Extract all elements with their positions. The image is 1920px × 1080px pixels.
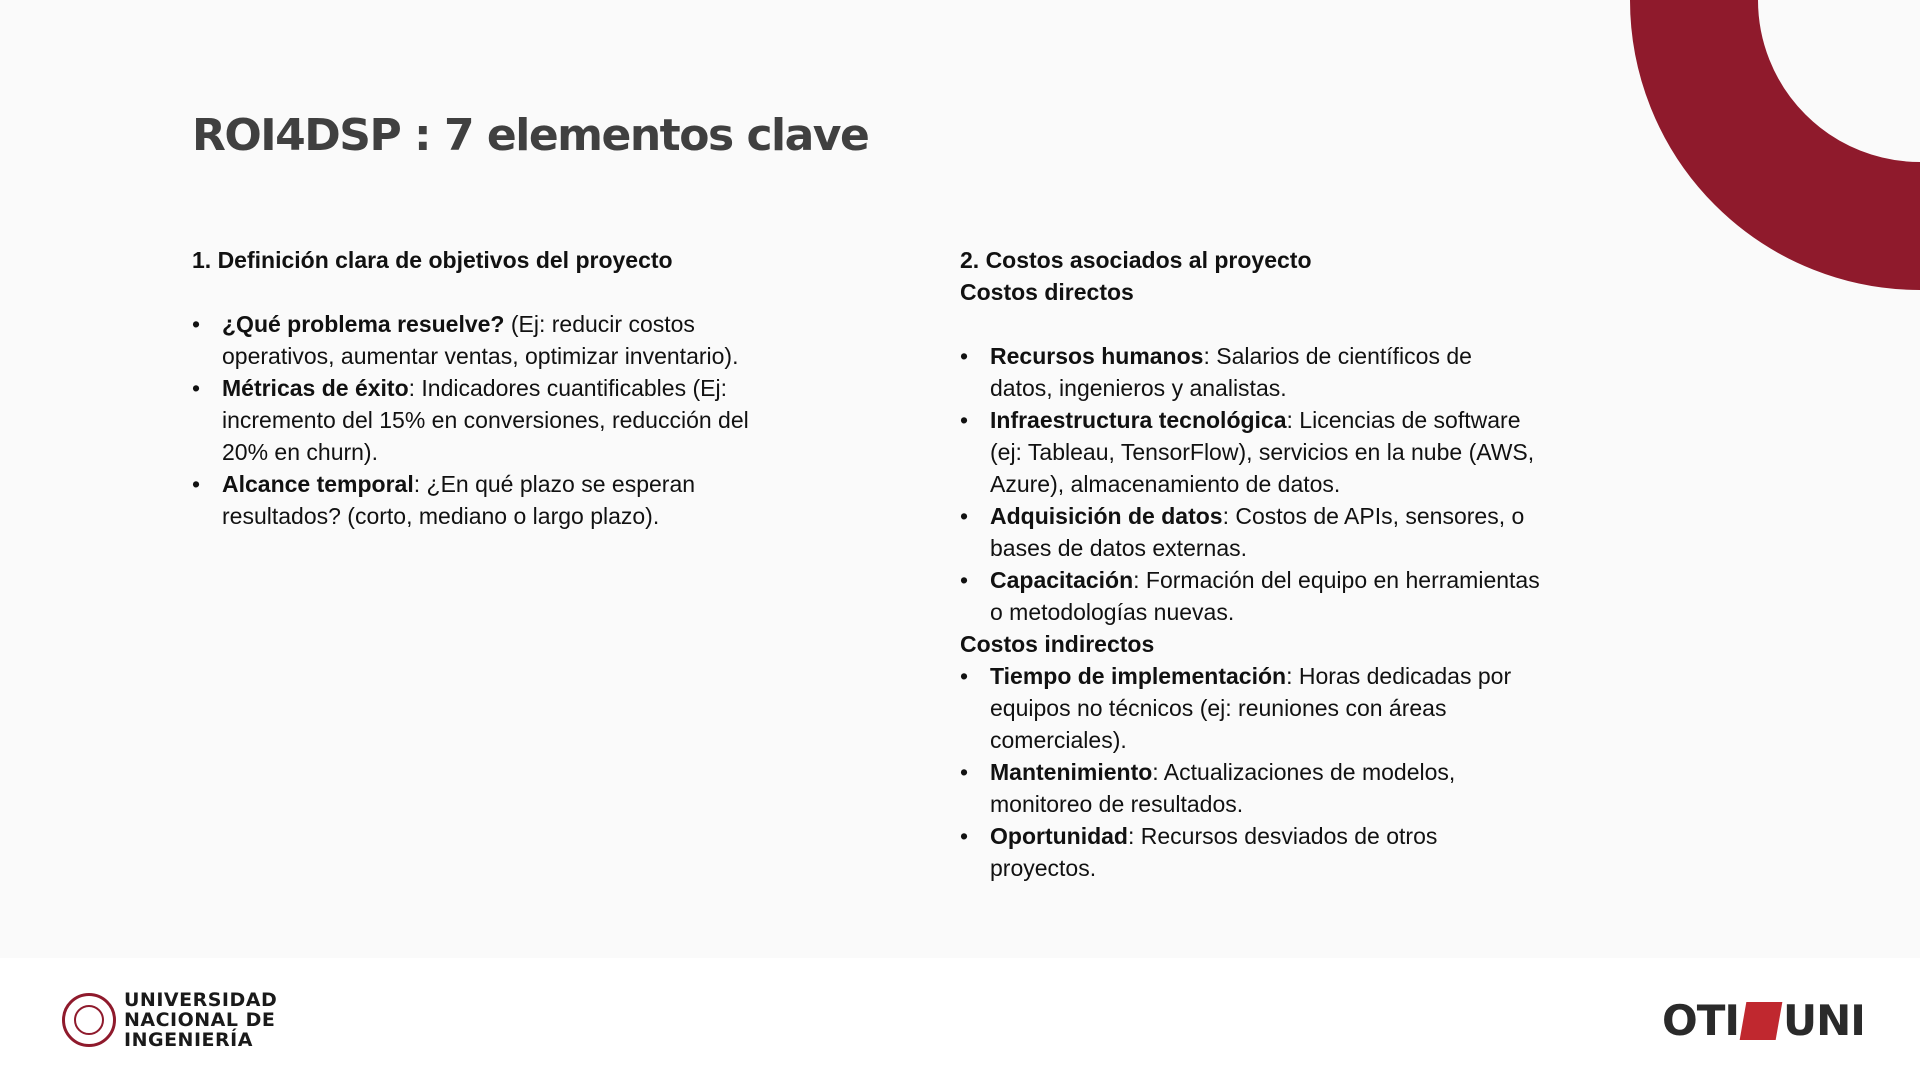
university-seal-icon — [62, 993, 116, 1047]
footer — [0, 958, 1920, 1080]
list-item: • Alcance temporal: ¿En qué plazo se esperan resultados? (corto, mediano o largo plazo). — [192, 468, 752, 532]
objectives-heading: 1. Definición clara de objetivos del proyecto — [192, 247, 673, 273]
list-item: • Oportunidad: Recursos desviados de otros proyectos. — [960, 820, 1540, 884]
decorative-arc — [1630, 0, 1920, 290]
indirect-costs-list — [960, 660, 1540, 884]
direct-costs-heading: Costos directos — [960, 279, 1134, 305]
list-item: • Capacitación: Formación del equipo en herramientas o metodologías nuevas. — [960, 564, 1540, 628]
list-item: • ¿Qué problema resuelve? (Ej: reducir costos operativos, aumentar ventas, optimizar inventario). — [192, 308, 752, 372]
objectives-list — [192, 308, 752, 532]
list-item: • Métricas de éxito: Indicadores cuantificables (Ej: incremento del 15% en conversiones, reducción del 20% en churn). — [192, 372, 752, 468]
costs-heading: 2. Costos asociados al proyecto — [960, 247, 1312, 273]
objectives-column — [192, 244, 752, 532]
university-name: UNIVERSIDAD NACIONAL DE INGENIERÍA — [124, 989, 278, 1051]
list-item: • Infraestructura tecnológica: Licencias de software (ej: Tableau, TensorFlow), servicios en la nube (AWS, Azure), almacenamiento de datos. — [960, 404, 1540, 500]
university-logo — [62, 990, 277, 1050]
slide-title: ROI4DSP : 7 elementos clave — [192, 110, 869, 161]
oti-uni-logo: OTI UNI — [1662, 996, 1865, 1045]
list-item: • Recursos humanos: Salarios de científicos de datos, ingenieros y analistas. — [960, 340, 1540, 404]
oti-emblem-icon — [1740, 1002, 1783, 1040]
list-item: • Tiempo de implementación: Horas dedicadas por equipos no técnicos (ej: reuniones con áreas comerciales). — [960, 660, 1540, 756]
costs-column — [960, 244, 1540, 884]
list-item: • Adquisición de datos: Costos de APIs, sensores, o bases de datos externas. — [960, 500, 1540, 564]
direct-costs-list — [960, 340, 1540, 628]
indirect-costs-heading: Costos indirectos — [960, 631, 1155, 657]
list-item: • Mantenimiento: Actualizaciones de modelos, monitoreo de resultados. — [960, 756, 1540, 820]
